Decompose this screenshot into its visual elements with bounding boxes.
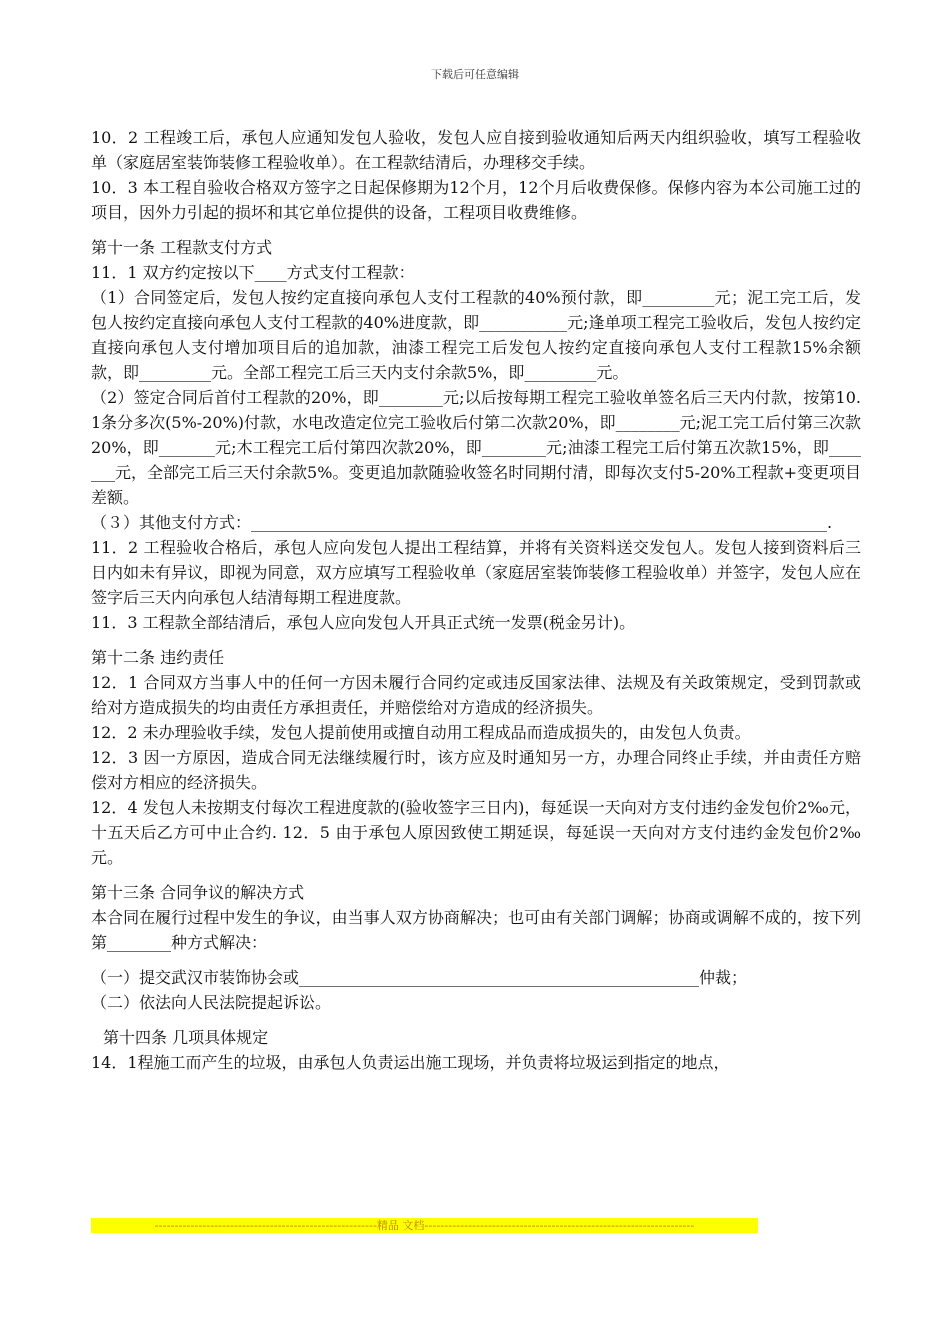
clause-11-1-option-3: （３）其他支付方式：________________________________________________________________________. xyxy=(91,513,833,532)
clause-11-3: 11．3 工程款全部结清后，承包人应向发包人开具正式统一发票(税金另计)。 xyxy=(91,613,636,632)
article-11-heading: 第十一条 工程款支付方式 xyxy=(91,238,273,257)
article-14-heading: 第十四条 几项具体规定 xyxy=(103,1028,269,1047)
clause-13-text: 本合同在履行过程中发生的争议，由当事人双方协商解决；也可由有关部门调解；协商或调解不成的，按下列第________种方式解决： xyxy=(91,908,861,952)
clause-11-2: 11．2 工程验收合格后，承包人应向发包人提出工程结算，并将有关资料送交发包人。发包人接到资料后三日内如未有异议，即视为同意，双方应填写工程验收单（家庭居室装饰装修工程验收单）并签字，发包人应在签字后三天内向承包人结清每期工程进度款。 xyxy=(91,538,861,607)
clause-11-1: 11．1 双方约定按以下____方式支付工程款： xyxy=(91,263,415,282)
clause-10-3: 10．3 本工程自验收合格双方签字之日起保修期为12个月，12个月后收费保修。保修内容为本公司施工过的项目，因外力引起的损坏和其它单位提供的设备，工程项目收费维修。 xyxy=(91,178,861,222)
page-header: 下载后可任意编辑 xyxy=(431,68,519,81)
clause-13-option-2: （二）依法向人民法院提起诉讼。 xyxy=(91,993,332,1012)
article-13-heading: 第十三条 合同争议的解决方式 xyxy=(91,883,305,902)
clause-11-1-option-2: （2）签定合同后首付工程款的20%，即________元;以后按每期工程完工验收单签名后三天内付款，按第10.1条分多次(5%-20%)付款，水电改造定位完工验收后付第二次款20%，即________元;泥工完工后付第三次款20%，即_______元;木工程完工后付第四次款20%，即________元;油漆工程完工后付第五次款15%，即_______元，全部完工后三天付余款5%。变更追加款随验收签名时同期付清，即每次支付5-20%工程款+变更项目差额。 xyxy=(91,388,861,507)
document-body xyxy=(91,125,861,1075)
footer-banner: --------------------------------------------------------精品 文档-------------------------------------------------------------------- xyxy=(91,1218,758,1233)
clause-12-4: 12．4 发包人未按期支付每次工程进度款的(验收签字三日内)，每延误一天向对方支付违约金发包价2‰元，十五天后乙方可中止合约. 12．5 由于承包人原因致使工期延误，每延误一天向对方支付违约金发包价2‰元。 xyxy=(91,798,861,867)
article-12-heading: 第十二条 违约责任 xyxy=(91,648,225,667)
clause-11-1-option-1: （1）合同签定后，发包人按约定直接向承包人支付工程款的40%预付款，即_________元；泥工完工后，发包人按约定直接向承包人支付工程款的40%进度款，即___________元;逢单项工程完工验收后，发包人按约定直接向承包人支付增加项目后的追加款，油漆工程完工后发包人按约定直接向承包人支付工程款15%余额款，即_________元。全部工程完工后三天内支付余款5%，即_________元。 xyxy=(91,288,861,382)
clause-10-2: 10．2 工程竣工后，承包人应通知发包人验收，发包人应自接到验收通知后两天内组织验收，填写工程验收单（家庭居室装饰装修工程验收单）。在工程款结清后，办理移交手续。 xyxy=(91,128,861,172)
clause-12-1: 12．1 合同双方当事人中的任何一方因未履行合同约定或违反国家法律、法规及有关政策规定，受到罚款或给对方造成损失的均由责任方承担责任，并赔偿给对方造成的经济损失。 xyxy=(91,673,861,717)
clause-13-option-1: （一）提交武汉市装饰协会或__________________________________________________仲裁； xyxy=(91,968,748,987)
clause-14-1: 14．1程施工而产生的垃圾，由承包人负责运出施工现场，并负责将垃圾运到指定的地点， xyxy=(91,1053,730,1072)
clause-12-3: 12．3 因一方原因，造成合同无法继续履行时，该方应及时通知另一方，办理合同终止手续，并由责任方赔偿对方相应的经济损失。 xyxy=(91,748,861,792)
clause-12-2: 12．2 未办理验收手续，发包人提前使用或擅自动用工程成品而造成损失的，由发包人负责。 xyxy=(91,723,751,742)
